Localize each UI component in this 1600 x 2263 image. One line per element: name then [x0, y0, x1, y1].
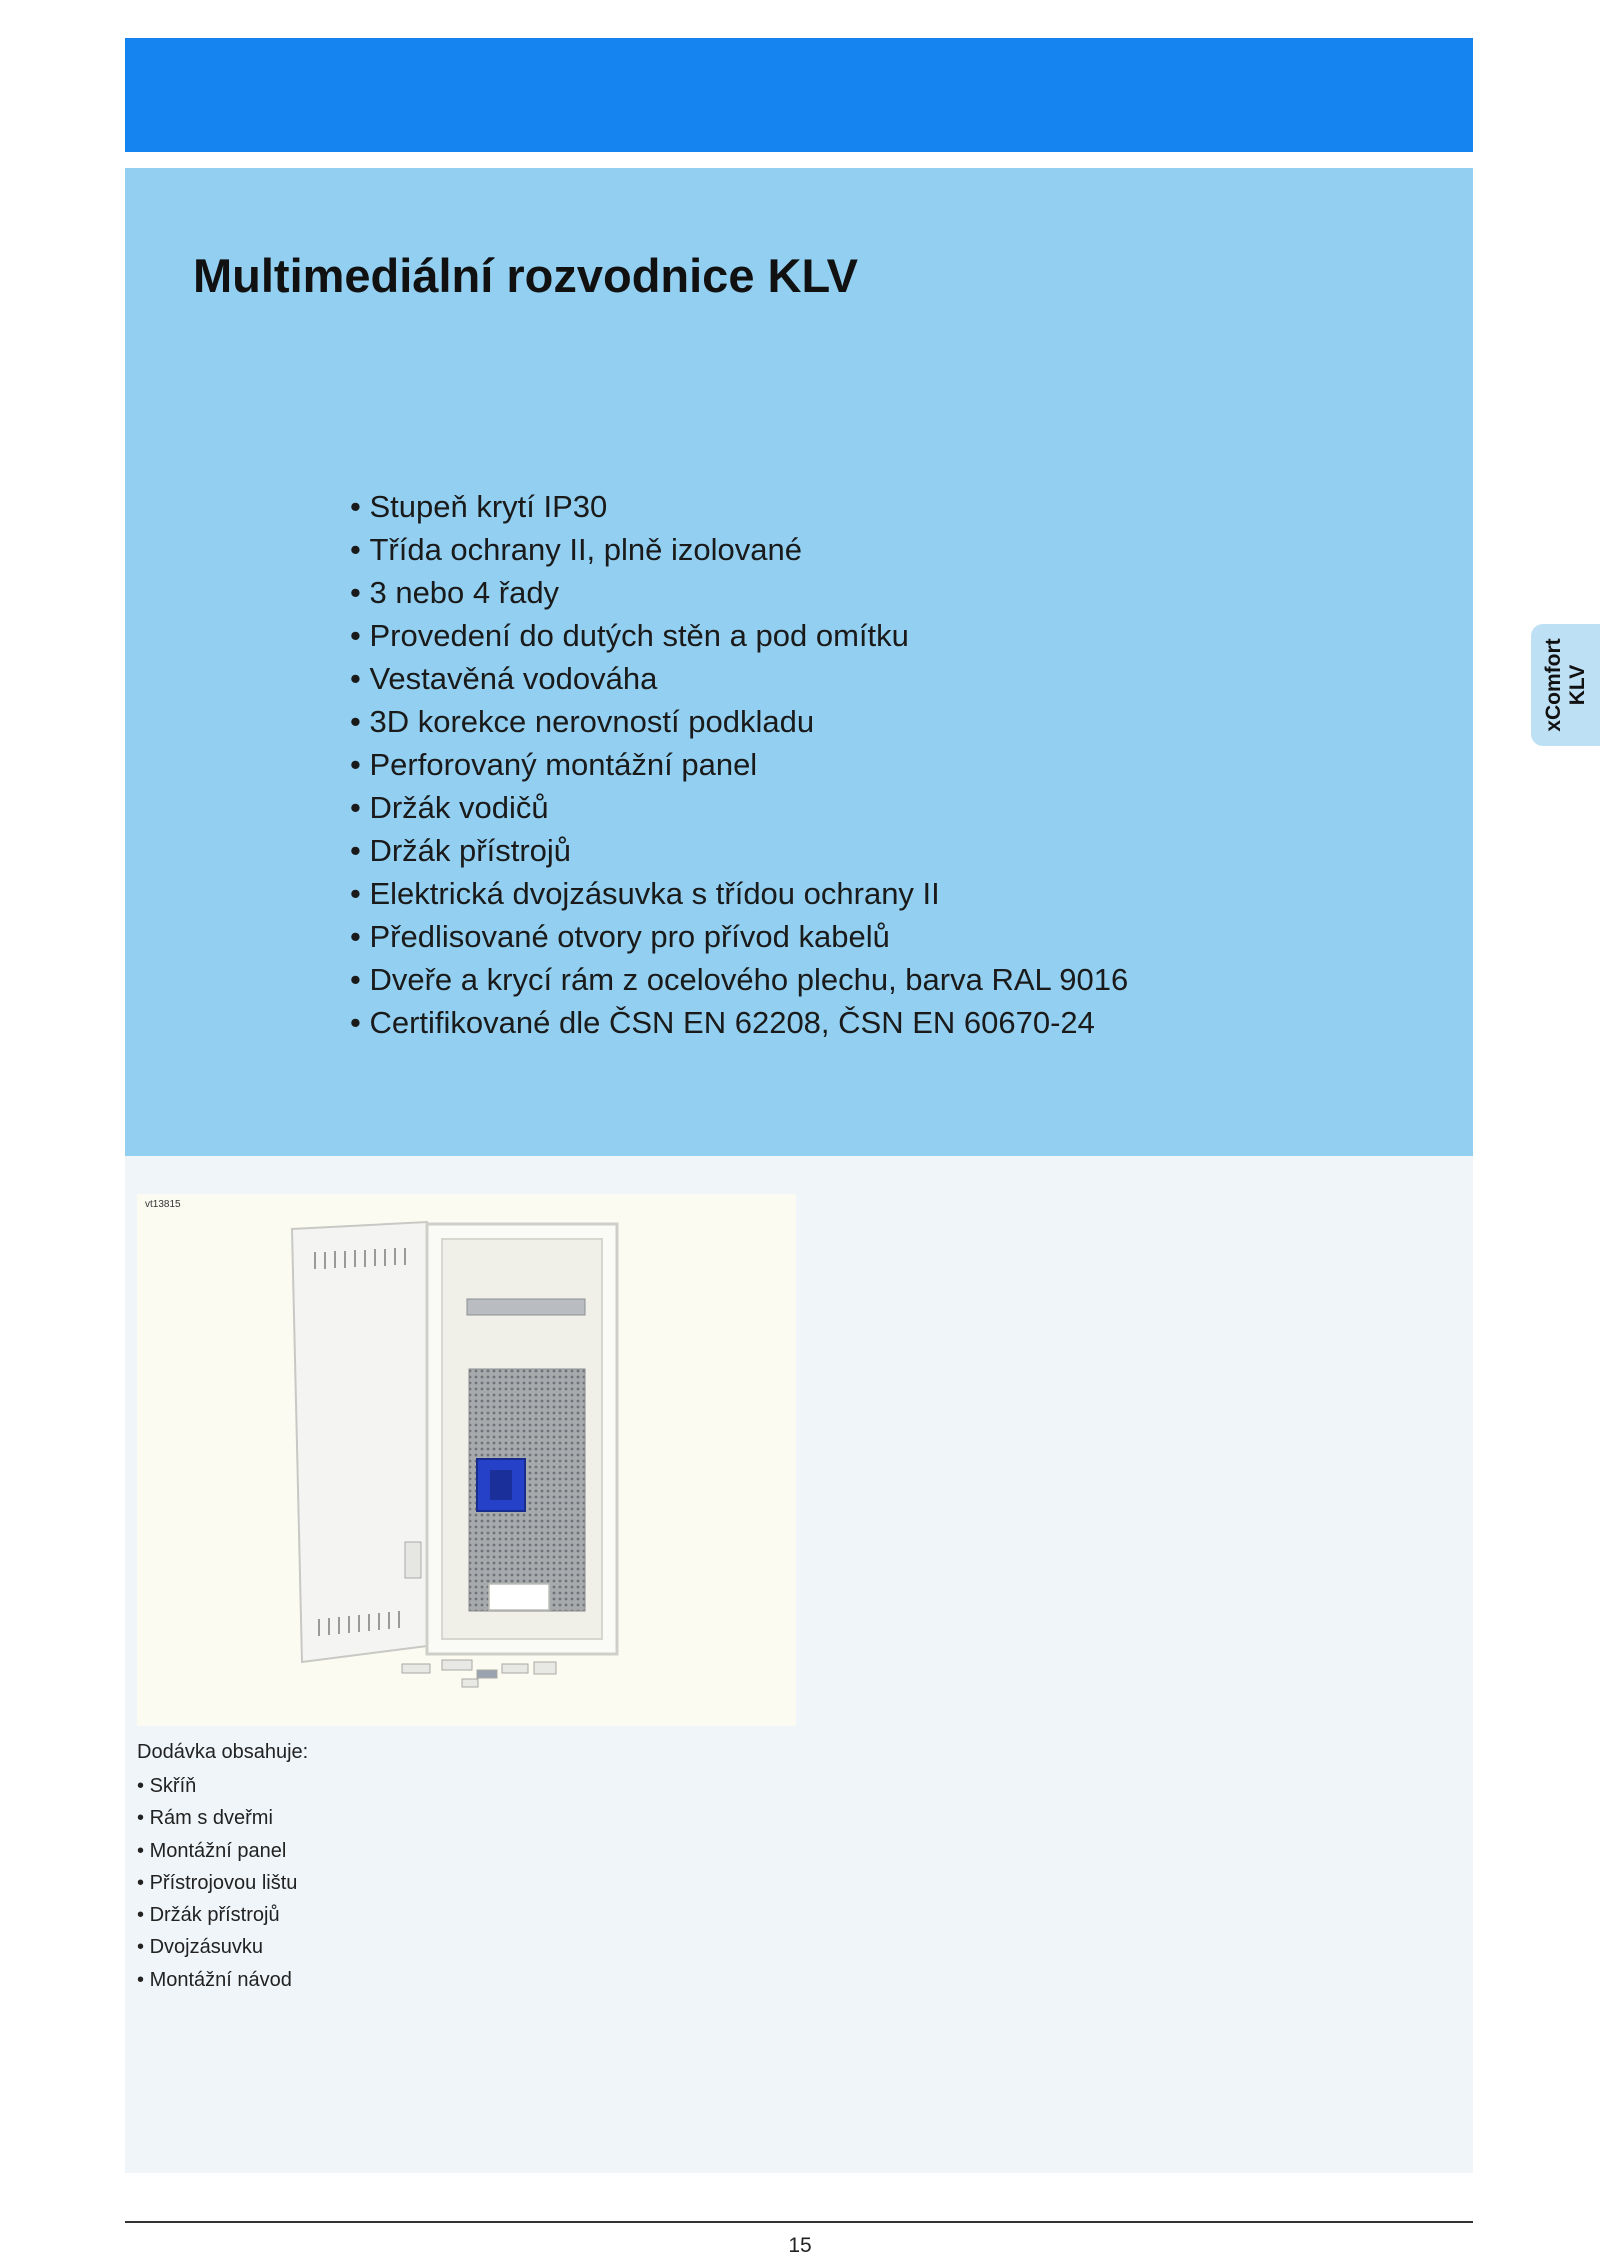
enclosure-illustration	[137, 1194, 796, 1726]
page-title: Multimediální rozvodnice KLV	[193, 249, 859, 302]
product-photo	[137, 1194, 796, 1726]
double-socket	[489, 1584, 549, 1610]
accessories	[402, 1660, 556, 1687]
din-rail	[467, 1299, 585, 1315]
feature-item: • Předlisované otvory pro přívod kabelů	[350, 915, 1128, 958]
feature-item: • Stupeň krytí IP30	[350, 485, 1128, 528]
section-tab-line2: KLV	[1565, 664, 1589, 706]
delivery-item: • Dvojzásuvku	[137, 1931, 297, 1963]
feature-item: • Provedení do dutých stěn a pod omítku	[350, 614, 1128, 657]
feature-item: • Certifikované dle ČSN EN 62208, ČSN EN 60670-24	[350, 1001, 1128, 1044]
delivery-title: Dodávka obsahuje:	[137, 1741, 309, 1763]
delivery-item: • Montážní návod	[137, 1964, 297, 1996]
enclosure-door	[292, 1222, 427, 1662]
footer-divider	[125, 2221, 1473, 2223]
feature-item: • Držák přístrojů	[350, 829, 1128, 872]
door-label	[405, 1542, 421, 1578]
feature-item: • Dveře a krycí rám z ocelového plechu, barva RAL 9016	[350, 958, 1128, 1001]
delivery-item: • Rám s dveřmi	[137, 1802, 297, 1834]
page-number: 15	[788, 2234, 812, 2257]
section-tab	[1531, 624, 1600, 746]
delivery-item: • Přístrojovou lištu	[137, 1867, 297, 1899]
feature-list	[350, 485, 1128, 1044]
image-code: vt13815	[145, 1199, 181, 1210]
feature-item: • Třída ochrany II, plně izolované	[350, 528, 1128, 571]
delivery-list	[137, 1770, 297, 1996]
feature-item: • 3 nebo 4 řady	[350, 571, 1128, 614]
section-tab-line1: xComfort	[1541, 638, 1565, 732]
product-section	[125, 1156, 1473, 2173]
feature-item: • Vestavěná vodováha	[350, 657, 1128, 700]
delivery-item: • Držák přístrojů	[137, 1899, 297, 1931]
header-bar	[125, 38, 1473, 152]
delivery-item: • Skříň	[137, 1770, 297, 1802]
feature-item: • Elektrická dvojzásuvka s třídou ochrany II	[350, 872, 1128, 915]
feature-item: • Perforovaný montážní panel	[350, 743, 1128, 786]
delivery-item: • Montážní panel	[137, 1835, 297, 1867]
feature-item: • Držák vodičů	[350, 786, 1128, 829]
feature-panel	[125, 168, 1473, 1156]
feature-item: • 3D korekce nerovností podkladu	[350, 700, 1128, 743]
